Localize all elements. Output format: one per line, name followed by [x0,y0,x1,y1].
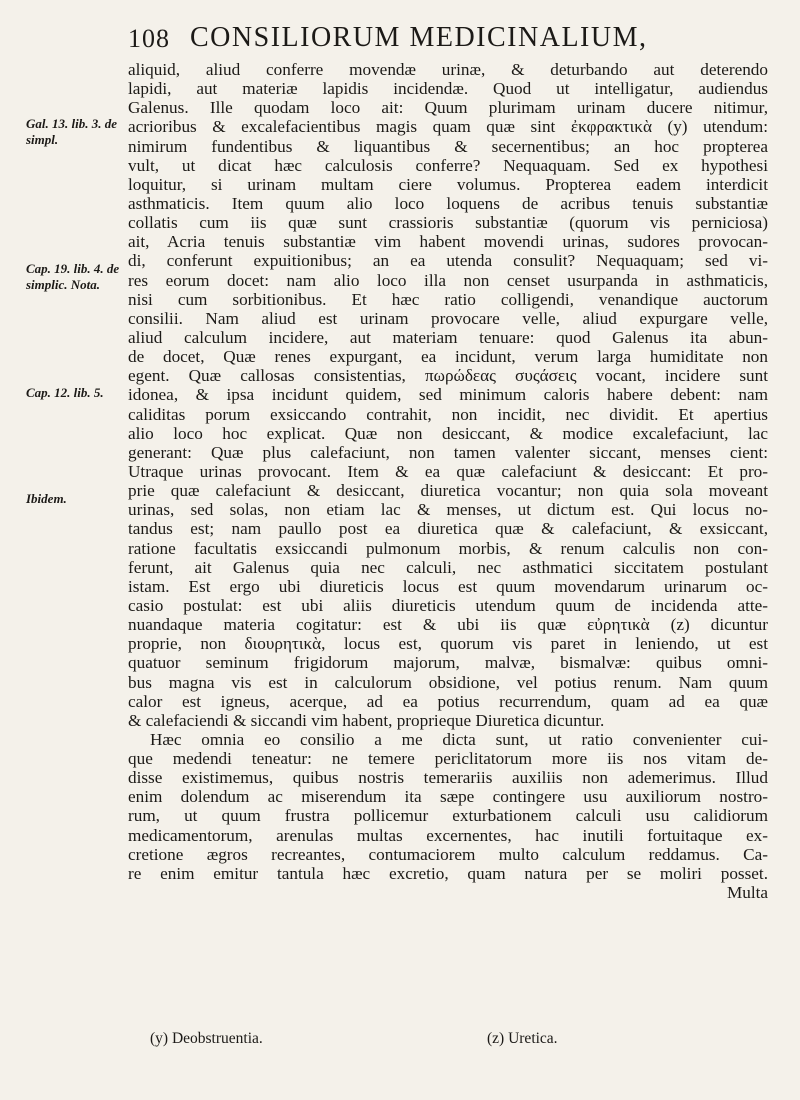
text-line: loquitur, si urinam multam ciere volumus. Propterea eadem interdicit [128,174,768,194]
page-number: 108 [128,24,170,53]
text-line: & calefaciendi & siccandi vim habent, proprieque Diuretica dicuntur. [128,710,605,730]
text-line: que medendi teneatur: ne temere periclitatorum more iis nos vitam de- [128,749,768,769]
text-line: medicamentorum, arenulas multas excernentes, hac inutili fortuitaque ex- [128,825,768,845]
text-line: consilii. Nam aliud est urinam provocare velle, aliud expurgare velle, [128,308,768,328]
text-line: res eorum docet: nam alio loco illa non censet usurpanda in asthmaticis, [128,270,768,290]
body-text [128,60,768,902]
text-line: Galenus. Ille quodam loco ait: Quum plurimam urinam ducere nitimur, [128,98,768,118]
text-line: rum, ut quum frustra pollicemur exturbationem calculi usu calidiorum [128,806,768,826]
text-line: nuandaque materia cogitatur: est & ubi iis quæ εὐρητικὰ (z) dicuntur [128,615,768,635]
margin-notes [26,0,126,1100]
text-line: idonea, & ipsa incidunt quidem, sed minimum caloris habere debent: nam [128,385,768,405]
text-line: ferunt, ait Galenus quia nec calculi, nec asthmatici siccitatem postulant [128,557,768,577]
text-line: urinas, sed solas, non etiam lac & menses, ut dictum est. Qui locus no- [128,500,768,520]
footnote-z: (z) Uretica. [487,1030,558,1047]
text-line: di, conferunt expuitionibus; an ea utenda consulit? Nequaquam; sed vi- [128,251,768,271]
text-line: bus magna vis est in calculorum obsidione, vel potius renum. Nam quum [128,672,768,692]
text-line: vult, ut dicat hæc calculosis conferre? Nequaquam. Sed ex hypothesi [128,155,768,175]
text-line: acrioribus & excalefacientibus magis quam quæ sint ἐκφρακτικὰ (y) utendum: [128,117,768,137]
running-title: CONSILIORUM MEDICINALIUM, [190,22,648,53]
margin-note: Cap. 19. lib. 4. de simplic. Nota. [26,261,120,292]
text-line: nisi cum sorbitionibus. Et hæc ratio colligendi, venandique auctorum [128,289,768,309]
text-line: enim dolendum ac miserendum ita sæpe contingere usu auxiliorum nostro- [128,787,768,807]
text-line: calor est igneus, acerque, ad ea potius recurrendum, quam ad ea quæ [128,691,768,711]
text-line: prie quæ calefaciunt & desiccant, diuretica vocantur; non quia sola moveant [128,481,768,501]
text-line: nimirum fundentibus & liquantibus & secernentibus; an hoc propterea [128,136,768,156]
margin-note: Ibidem. [26,491,67,506]
text-line: tandus est; nam paullo post ea diuretica quæ & calefaciunt, & exsiccant, [128,519,768,539]
text-line: disse existimemus, quibus nostris temerariis auxiliis non ademerimus. Illud [128,768,768,788]
text-line: aliud calculum incidere, aut materiam tenuare: quod Galenus ita abun- [128,327,768,347]
margin-note: Cap. 12. lib. 5. [26,385,104,400]
text-line: caliditas porum exsiccando contrahit, non incidit, nec dividit. Et apertius [128,404,768,424]
text-line: ait, Acria tenuis substantiæ vim habent movendi urinas, sudores provocan- [128,232,768,252]
text-line: aliquid, aliud conferre movendæ urinæ, & deturbando aut deterendo [128,60,768,79]
text-line: Utraque urinas provocant. Item & ea quæ calefaciunt & desiccant: Et pro- [128,461,768,481]
text-line: proprie, non διουρητικὰ, locus est, quorum vis paret in leniendo, ut est [128,634,768,654]
page-header [128,18,770,58]
text-line: ratione facultatis exsiccandi pulmonum morbis, & renum calculis non con- [128,538,768,558]
text-line: collatis cum iis quæ sunt crassioris substantiæ (quorum vis perniciosa) [128,213,768,233]
text-line: de docet, Quæ renes expurgant, ea incidunt, verum larga humiditate non [128,347,768,367]
text-line: asthmaticis. Item quum alio loco loquens de acribus tenuis substantiæ [128,193,768,213]
text-line: Hæc omnia eo consilio a me dicta sunt, ut ratio convenienter cui- [150,729,768,749]
footnote-y: (y) Deobstruentia. [150,1030,263,1047]
text-line: lapidi, aut materiæ lapidis incidendæ. Quod ut intelligatur, audiendus [128,79,768,99]
text-line: casio postulat: est ubi aliis diureticis utendum quum de incidenda atte- [128,595,768,615]
margin-note: Gal. 13. lib. 3. de simpl. [26,116,117,147]
text-line: egent. Quæ callosas consistentias, πωρώδεας συςάσεις vocant, incidere sunt [128,366,768,386]
text-line: quatuor seminum frigidorum majorum, malvæ, bismalvæ: quibus omni- [128,653,768,673]
text-line: re enim emitur tantula hæc excretio, quam natura per se moliri posset. [128,863,768,883]
text-line: generant: Quæ plus calefaciunt, non tamen valenter siccant, menses cient: [128,442,768,462]
footnotes [150,1030,750,1054]
catchword: Multa [726,883,768,903]
text-line: alio loco hoc explicat. Quæ non desiccant, & modice excalefaciunt, lac [128,423,768,443]
text-line: istam. Est ergo ubi diureticis locus est quum movendarum urinarum oc- [128,576,768,596]
text-line: cretione ægros recreantes, contumaciorem multo calculum reddamus. Ca- [128,844,768,864]
